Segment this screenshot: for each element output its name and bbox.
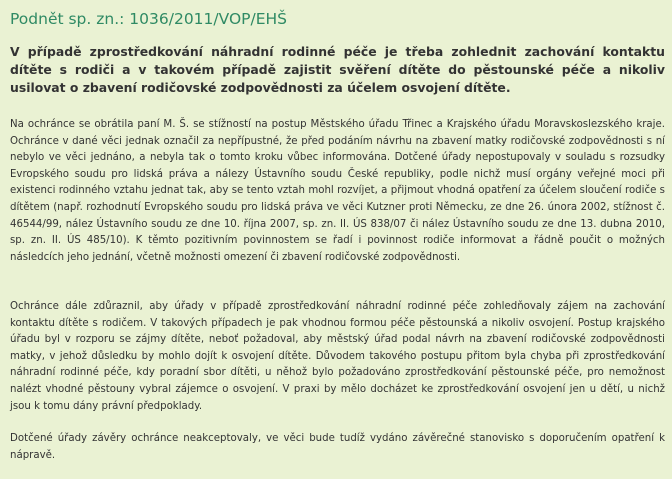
- body-paragraph-1: Na ochránce se obrátila paní M. Š. se stížností na postup Městského úřadu Třinec a Krajského úřadu Moravskoslezského kraje. Ochránce v dané věci jednak označil za nepřípustné, že před podáním návrhu na zbavení matky rodičovské zodpovědnosti s ní nebylo ve věci jednáno, a nebyla tak o tomto kroku vůbec informována. Dotčené úřady nepostupovaly v souladu s rozsudky Evropského soudu pro lidská práva a nálezy Ústavního soudu České republiky, podle nichž musí orgány veřejné moci při existenci rodinného vztahu jednat tak, aby se tento vztah mohl rozvíjet, a přijmout vhodná opatření za účelem sloučení rodiče s dítětem (např. rozhodnutí Evropského soudu pro lidská práva ve věci Kutzner proti Německu, ze dne 26. února 2002, stížnost č. 46544/99, nález Ústavního soudu ze dne 10. října 2007, sp. zn. II. ÚS 838/07 či nález Ústavního soudu ze dne 13. dubna 2010, sp. zn. II. ÚS 485/10). K těmto pozitivním povinnostem se řadí i povinnost rodiče informovat a řádně poučit o možných následcích jeho jednání, včetně možnosti omezení či zbavení rodičovské zodpovědnosti.: [10, 119, 665, 263]
- page-title: Podnět sp. zn.: 1036/2011/VOP/EHŠ: [10, 10, 288, 28]
- body-paragraph-3: Dotčené úřady závěry ochránce neakceptovaly, ve věci bude tudíž vydáno závěrečné stanovisko s doporučením opatření k nápravě.: [10, 433, 665, 461]
- lead-summary: V případě zprostředkování náhradní rodinné péče je třeba zohlednit zachování kontaktu dítěte s rodiči a v takovém případě zajistit svěření dítěte do pěstounské péče a nikoliv usilovat o zbavení rodičovské zodpovědnosti za účelem osvojení dítěte.: [10, 44, 665, 95]
- body-paragraph-2: Ochránce dále zdůraznil, aby úřady v případě zprostředkování náhradní rodinné péče zohledňovaly zájem na zachování kontaktu dítěte s rodičem. V takových případech je pak vhodnou formou péče pěstounská a nikoliv osvojení. Postup krajského úřadu byl v rozporu se zájmy dítěte, neboť požadoval, aby městský úřad podal návrh na zbavení rodičovské zodpovědnosti matky, v jehož důsledku by mohlo dojít k osvojení dítěte. Důvodem takového postupu přitom byla chyba při zprostředkování náhradní rodinné péče, kdy poradní sbor dítěti, u něhož bylo požadováno zprostředkování pěstounské péče, pro nemožnost nalézt vhodné pěstouny vybral zájemce o osvojení. V praxi by mělo docházet ke zprostředkování osvojení jen u dětí, u nichž jsou k tomu dány právní předpoklady.: [10, 301, 665, 412]
